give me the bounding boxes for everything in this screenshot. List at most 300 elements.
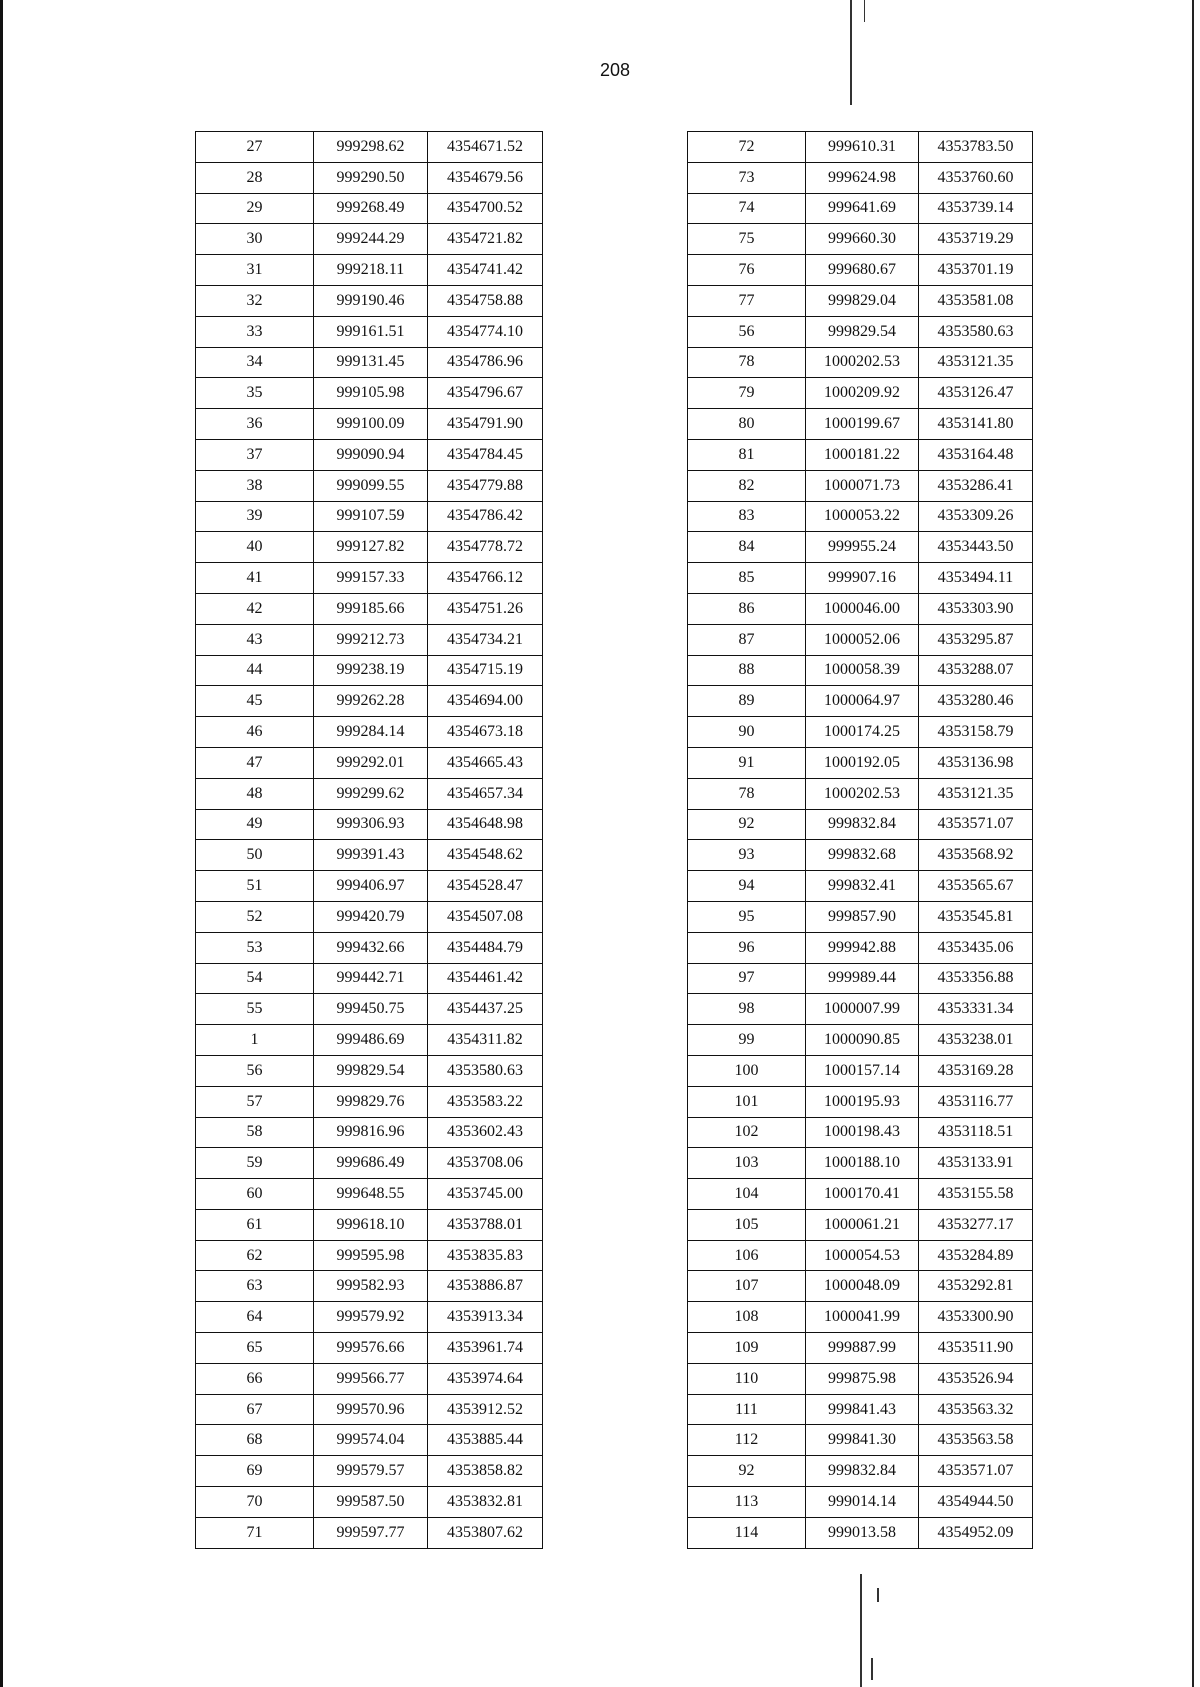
y-coordinate-cell: 4354694.00 — [428, 686, 543, 717]
x-coordinate-cell: 999576.66 — [314, 1333, 428, 1364]
y-coordinate-cell: 4353169.28 — [919, 1055, 1033, 1086]
y-coordinate-cell: 4353443.50 — [919, 532, 1033, 563]
x-coordinate-cell: 999190.46 — [314, 285, 428, 316]
x-coordinate-cell: 999832.84 — [806, 809, 919, 840]
y-coordinate-cell: 4353121.35 — [919, 778, 1033, 809]
point-number-cell: 85 — [688, 563, 806, 594]
y-coordinate-cell: 4353581.08 — [919, 285, 1033, 316]
y-coordinate-cell: 4353331.34 — [919, 994, 1033, 1025]
table-row — [688, 285, 1033, 316]
point-number-cell: 100 — [688, 1055, 806, 1086]
x-coordinate-cell: 999832.68 — [806, 840, 919, 871]
table-row — [688, 347, 1033, 378]
y-coordinate-cell: 4354734.21 — [428, 624, 543, 655]
point-number-cell: 40 — [196, 532, 314, 563]
coordinates-table-left-body — [196, 132, 543, 1549]
table-row — [688, 655, 1033, 686]
table-row — [196, 378, 543, 409]
point-number-cell: 30 — [196, 224, 314, 255]
table-row — [196, 1086, 543, 1117]
table-row — [688, 1117, 1033, 1148]
y-coordinate-cell: 4353701.19 — [919, 255, 1033, 286]
x-coordinate-cell: 999574.04 — [314, 1425, 428, 1456]
y-coordinate-cell: 4353571.07 — [919, 809, 1033, 840]
x-coordinate-cell: 999131.45 — [314, 347, 428, 378]
point-number-cell: 46 — [196, 717, 314, 748]
scan-mark-top-2 — [864, 0, 865, 22]
point-number-cell: 31 — [196, 255, 314, 286]
point-number-cell: 91 — [688, 747, 806, 778]
table-row — [688, 840, 1033, 871]
x-coordinate-cell: 999013.58 — [806, 1517, 919, 1548]
table-row — [688, 1179, 1033, 1210]
point-number-cell: 97 — [688, 963, 806, 994]
y-coordinate-cell: 4353545.81 — [919, 901, 1033, 932]
table-row — [196, 132, 543, 163]
table-row — [196, 778, 543, 809]
x-coordinate-cell: 999686.49 — [314, 1148, 428, 1179]
point-number-cell: 78 — [688, 778, 806, 809]
x-coordinate-cell: 999841.43 — [806, 1394, 919, 1425]
y-coordinate-cell: 4353807.62 — [428, 1517, 543, 1548]
x-coordinate-cell: 999832.84 — [806, 1456, 919, 1487]
y-coordinate-cell: 4353832.81 — [428, 1487, 543, 1518]
point-number-cell: 27 — [196, 132, 314, 163]
table-row — [196, 1209, 543, 1240]
point-number-cell: 57 — [196, 1086, 314, 1117]
table-row — [688, 501, 1033, 532]
point-number-cell: 107 — [688, 1271, 806, 1302]
x-coordinate-cell: 999875.98 — [806, 1363, 919, 1394]
point-number-cell: 38 — [196, 470, 314, 501]
table-row — [196, 316, 543, 347]
table-row — [688, 439, 1033, 470]
point-number-cell: 53 — [196, 932, 314, 963]
y-coordinate-cell: 4353580.63 — [428, 1055, 543, 1086]
x-coordinate-cell: 1000041.99 — [806, 1302, 919, 1333]
scan-right-edge — [1192, 0, 1194, 1687]
x-coordinate-cell: 1000048.09 — [806, 1271, 919, 1302]
table-row — [196, 224, 543, 255]
coordinates-table-left — [195, 131, 543, 1549]
x-coordinate-cell: 999829.04 — [806, 285, 919, 316]
point-number-cell: 56 — [688, 316, 806, 347]
x-coordinate-cell: 999648.55 — [314, 1179, 428, 1210]
x-coordinate-cell: 1000188.10 — [806, 1148, 919, 1179]
point-number-cell: 54 — [196, 963, 314, 994]
point-number-cell: 43 — [196, 624, 314, 655]
coordinates-table-right-body — [688, 132, 1033, 1549]
y-coordinate-cell: 4353280.46 — [919, 686, 1033, 717]
x-coordinate-cell: 1000195.93 — [806, 1086, 919, 1117]
table-row — [688, 470, 1033, 501]
y-coordinate-cell: 4353158.79 — [919, 717, 1033, 748]
table-row — [688, 593, 1033, 624]
x-coordinate-cell: 999127.82 — [314, 532, 428, 563]
point-number-cell: 52 — [196, 901, 314, 932]
point-number-cell: 70 — [196, 1487, 314, 1518]
x-coordinate-cell: 1000090.85 — [806, 1025, 919, 1056]
x-coordinate-cell: 999406.97 — [314, 871, 428, 902]
y-coordinate-cell: 4353292.81 — [919, 1271, 1033, 1302]
table-row — [688, 532, 1033, 563]
point-number-cell: 34 — [196, 347, 314, 378]
point-number-cell: 60 — [196, 1179, 314, 1210]
y-coordinate-cell: 4353783.50 — [919, 132, 1033, 163]
point-number-cell: 92 — [688, 1456, 806, 1487]
point-number-cell: 67 — [196, 1394, 314, 1425]
point-number-cell: 108 — [688, 1302, 806, 1333]
x-coordinate-cell: 999829.76 — [314, 1086, 428, 1117]
y-coordinate-cell: 4353309.26 — [919, 501, 1033, 532]
y-coordinate-cell: 4354437.25 — [428, 994, 543, 1025]
y-coordinate-cell: 4354679.56 — [428, 162, 543, 193]
table-row — [688, 624, 1033, 655]
table-row — [688, 1425, 1033, 1456]
y-coordinate-cell: 4354311.82 — [428, 1025, 543, 1056]
y-coordinate-cell: 4353526.94 — [919, 1363, 1033, 1394]
point-number-cell: 61 — [196, 1209, 314, 1240]
x-coordinate-cell: 999262.28 — [314, 686, 428, 717]
point-number-cell: 59 — [196, 1148, 314, 1179]
x-coordinate-cell: 1000061.21 — [806, 1209, 919, 1240]
x-coordinate-cell: 999680.67 — [806, 255, 919, 286]
table-row — [196, 871, 543, 902]
point-number-cell: 76 — [688, 255, 806, 286]
scan-mark-top — [850, 0, 852, 105]
table-row — [688, 901, 1033, 932]
table-row — [688, 747, 1033, 778]
y-coordinate-cell: 4353435.06 — [919, 932, 1033, 963]
x-coordinate-cell: 1000181.22 — [806, 439, 919, 470]
table-row — [688, 132, 1033, 163]
y-coordinate-cell: 4354484.79 — [428, 932, 543, 963]
x-coordinate-cell: 1000157.14 — [806, 1055, 919, 1086]
x-coordinate-cell: 999618.10 — [314, 1209, 428, 1240]
point-number-cell: 58 — [196, 1117, 314, 1148]
table-row — [688, 316, 1033, 347]
y-coordinate-cell: 4354791.90 — [428, 409, 543, 440]
y-coordinate-cell: 4354952.09 — [919, 1517, 1033, 1548]
x-coordinate-cell: 999105.98 — [314, 378, 428, 409]
point-number-cell: 32 — [196, 285, 314, 316]
y-coordinate-cell: 4354786.42 — [428, 501, 543, 532]
y-coordinate-cell: 4354548.62 — [428, 840, 543, 871]
point-number-cell: 92 — [688, 809, 806, 840]
table-row — [196, 1363, 543, 1394]
x-coordinate-cell: 999857.90 — [806, 901, 919, 932]
point-number-cell: 63 — [196, 1271, 314, 1302]
table-row — [196, 1271, 543, 1302]
y-coordinate-cell: 4353300.90 — [919, 1302, 1033, 1333]
x-coordinate-cell: 999610.31 — [806, 132, 919, 163]
y-coordinate-cell: 4353286.41 — [919, 470, 1033, 501]
y-coordinate-cell: 4354648.98 — [428, 809, 543, 840]
table-row — [196, 409, 543, 440]
x-coordinate-cell: 999185.66 — [314, 593, 428, 624]
point-number-cell: 84 — [688, 532, 806, 563]
point-number-cell: 28 — [196, 162, 314, 193]
x-coordinate-cell: 999579.92 — [314, 1302, 428, 1333]
y-coordinate-cell: 4353974.64 — [428, 1363, 543, 1394]
point-number-cell: 44 — [196, 655, 314, 686]
table-row — [196, 1117, 543, 1148]
point-number-cell: 111 — [688, 1394, 806, 1425]
scan-mark-bottom-2 — [877, 1588, 879, 1602]
x-coordinate-cell: 999816.96 — [314, 1117, 428, 1148]
y-coordinate-cell: 4354796.67 — [428, 378, 543, 409]
x-coordinate-cell: 999292.01 — [314, 747, 428, 778]
table-row — [196, 563, 543, 594]
table-row — [688, 224, 1033, 255]
x-coordinate-cell: 999832.41 — [806, 871, 919, 902]
point-number-cell: 93 — [688, 840, 806, 871]
y-coordinate-cell: 4353164.48 — [919, 439, 1033, 470]
x-coordinate-cell: 999829.54 — [314, 1055, 428, 1086]
table-row — [196, 809, 543, 840]
y-coordinate-cell: 4353141.80 — [919, 409, 1033, 440]
table-row — [688, 994, 1033, 1025]
table-row — [688, 1302, 1033, 1333]
x-coordinate-cell: 1000046.00 — [806, 593, 919, 624]
x-coordinate-cell: 999582.93 — [314, 1271, 428, 1302]
table-row — [688, 1487, 1033, 1518]
y-coordinate-cell: 4353886.87 — [428, 1271, 543, 1302]
point-number-cell: 79 — [688, 378, 806, 409]
page-number: 208 — [599, 60, 631, 80]
coordinates-table-right — [687, 131, 1033, 1549]
x-coordinate-cell: 999290.50 — [314, 162, 428, 193]
x-coordinate-cell: 1000064.97 — [806, 686, 919, 717]
y-coordinate-cell: 4353912.52 — [428, 1394, 543, 1425]
y-coordinate-cell: 4353303.90 — [919, 593, 1033, 624]
x-coordinate-cell: 999989.44 — [806, 963, 919, 994]
y-coordinate-cell: 4353745.00 — [428, 1179, 543, 1210]
y-coordinate-cell: 4354528.47 — [428, 871, 543, 902]
scan-mark-bottom — [860, 1574, 862, 1687]
y-coordinate-cell: 4353121.35 — [919, 347, 1033, 378]
point-number-cell: 75 — [688, 224, 806, 255]
table-row — [196, 686, 543, 717]
x-coordinate-cell: 1000202.53 — [806, 778, 919, 809]
x-coordinate-cell: 1000052.06 — [806, 624, 919, 655]
x-coordinate-cell: 1000192.05 — [806, 747, 919, 778]
point-number-cell: 33 — [196, 316, 314, 347]
y-coordinate-cell: 4353760.60 — [919, 162, 1033, 193]
table-row — [688, 1209, 1033, 1240]
table-row — [688, 255, 1033, 286]
x-coordinate-cell: 999942.88 — [806, 932, 919, 963]
x-coordinate-cell: 999955.24 — [806, 532, 919, 563]
table-row — [196, 1025, 543, 1056]
point-number-cell: 37 — [196, 439, 314, 470]
point-number-cell: 80 — [688, 409, 806, 440]
table-row — [196, 717, 543, 748]
table-row — [688, 1517, 1033, 1548]
y-coordinate-cell: 4353580.63 — [919, 316, 1033, 347]
table-row — [688, 1333, 1033, 1364]
point-number-cell: 110 — [688, 1363, 806, 1394]
table-row — [196, 1302, 543, 1333]
y-coordinate-cell: 4353238.01 — [919, 1025, 1033, 1056]
table-row — [196, 624, 543, 655]
point-number-cell: 42 — [196, 593, 314, 624]
table-row — [196, 255, 543, 286]
point-number-cell: 87 — [688, 624, 806, 655]
x-coordinate-cell: 1000170.41 — [806, 1179, 919, 1210]
x-coordinate-cell: 999587.50 — [314, 1487, 428, 1518]
x-coordinate-cell: 999907.16 — [806, 563, 919, 594]
table-row — [688, 563, 1033, 594]
table-row — [688, 1271, 1033, 1302]
y-coordinate-cell: 4353136.98 — [919, 747, 1033, 778]
y-coordinate-cell: 4353708.06 — [428, 1148, 543, 1179]
y-coordinate-cell: 4353118.51 — [919, 1117, 1033, 1148]
table-row — [196, 347, 543, 378]
table-row — [196, 1394, 543, 1425]
x-coordinate-cell: 999218.11 — [314, 255, 428, 286]
y-coordinate-cell: 4354766.12 — [428, 563, 543, 594]
point-number-cell: 39 — [196, 501, 314, 532]
point-number-cell: 1 — [196, 1025, 314, 1056]
table-row — [196, 162, 543, 193]
table-row — [688, 1240, 1033, 1271]
point-number-cell: 74 — [688, 193, 806, 224]
point-number-cell: 95 — [688, 901, 806, 932]
point-number-cell: 106 — [688, 1240, 806, 1271]
y-coordinate-cell: 4354721.82 — [428, 224, 543, 255]
y-coordinate-cell: 4354665.43 — [428, 747, 543, 778]
x-coordinate-cell: 1000007.99 — [806, 994, 919, 1025]
point-number-cell: 98 — [688, 994, 806, 1025]
point-number-cell: 96 — [688, 932, 806, 963]
point-number-cell: 86 — [688, 593, 806, 624]
point-number-cell: 71 — [196, 1517, 314, 1548]
point-number-cell: 109 — [688, 1333, 806, 1364]
scan-left-edge — [0, 0, 3, 1687]
x-coordinate-cell: 999570.96 — [314, 1394, 428, 1425]
x-coordinate-cell: 1000174.25 — [806, 717, 919, 748]
point-number-cell: 66 — [196, 1363, 314, 1394]
x-coordinate-cell: 999579.57 — [314, 1456, 428, 1487]
x-coordinate-cell: 1000058.39 — [806, 655, 919, 686]
point-number-cell: 55 — [196, 994, 314, 1025]
table-row — [196, 285, 543, 316]
y-coordinate-cell: 4354461.42 — [428, 963, 543, 994]
x-coordinate-cell: 1000198.43 — [806, 1117, 919, 1148]
x-coordinate-cell: 999660.30 — [806, 224, 919, 255]
y-coordinate-cell: 4354786.96 — [428, 347, 543, 378]
table-row — [196, 193, 543, 224]
y-coordinate-cell: 4353835.83 — [428, 1240, 543, 1271]
x-coordinate-cell: 999014.14 — [806, 1487, 919, 1518]
y-coordinate-cell: 4353126.47 — [919, 378, 1033, 409]
table-row — [196, 1179, 543, 1210]
table-row — [688, 162, 1033, 193]
point-number-cell: 78 — [688, 347, 806, 378]
y-coordinate-cell: 4353563.58 — [919, 1425, 1033, 1456]
table-row — [196, 1148, 543, 1179]
table-row — [688, 1148, 1033, 1179]
table-row — [688, 809, 1033, 840]
x-coordinate-cell: 999486.69 — [314, 1025, 428, 1056]
point-number-cell: 83 — [688, 501, 806, 532]
y-coordinate-cell: 4353563.32 — [919, 1394, 1033, 1425]
x-coordinate-cell: 1000202.53 — [806, 347, 919, 378]
y-coordinate-cell: 4353133.91 — [919, 1148, 1033, 1179]
table-row — [196, 1333, 543, 1364]
y-coordinate-cell: 4353277.17 — [919, 1209, 1033, 1240]
x-coordinate-cell: 999161.51 — [314, 316, 428, 347]
point-number-cell: 112 — [688, 1425, 806, 1456]
y-coordinate-cell: 4354507.08 — [428, 901, 543, 932]
table-row — [196, 994, 543, 1025]
y-coordinate-cell: 4354774.10 — [428, 316, 543, 347]
x-coordinate-cell: 999597.77 — [314, 1517, 428, 1548]
y-coordinate-cell: 4354944.50 — [919, 1487, 1033, 1518]
table-row — [688, 1456, 1033, 1487]
x-coordinate-cell: 999107.59 — [314, 501, 428, 532]
point-number-cell: 94 — [688, 871, 806, 902]
table-row — [196, 1456, 543, 1487]
point-number-cell: 72 — [688, 132, 806, 163]
point-number-cell: 104 — [688, 1179, 806, 1210]
y-coordinate-cell: 4354784.45 — [428, 439, 543, 470]
table-row — [688, 778, 1033, 809]
point-number-cell: 89 — [688, 686, 806, 717]
table-row — [688, 717, 1033, 748]
y-coordinate-cell: 4353494.11 — [919, 563, 1033, 594]
x-coordinate-cell: 999284.14 — [314, 717, 428, 748]
y-coordinate-cell: 4354751.26 — [428, 593, 543, 624]
x-coordinate-cell: 999212.73 — [314, 624, 428, 655]
y-coordinate-cell: 4353284.89 — [919, 1240, 1033, 1271]
y-coordinate-cell: 4354741.42 — [428, 255, 543, 286]
x-coordinate-cell: 999442.71 — [314, 963, 428, 994]
table-row — [196, 747, 543, 778]
point-number-cell: 56 — [196, 1055, 314, 1086]
x-coordinate-cell: 999090.94 — [314, 439, 428, 470]
table-row — [688, 686, 1033, 717]
table-row — [196, 901, 543, 932]
point-number-cell: 35 — [196, 378, 314, 409]
x-coordinate-cell: 999624.98 — [806, 162, 919, 193]
point-number-cell: 50 — [196, 840, 314, 871]
point-number-cell: 103 — [688, 1148, 806, 1179]
point-number-cell: 88 — [688, 655, 806, 686]
table-row — [688, 1363, 1033, 1394]
point-number-cell: 47 — [196, 747, 314, 778]
point-number-cell: 99 — [688, 1025, 806, 1056]
y-coordinate-cell: 4353356.88 — [919, 963, 1033, 994]
x-coordinate-cell: 999299.62 — [314, 778, 428, 809]
x-coordinate-cell: 999841.30 — [806, 1425, 919, 1456]
y-coordinate-cell: 4354778.72 — [428, 532, 543, 563]
x-coordinate-cell: 999829.54 — [806, 316, 919, 347]
y-coordinate-cell: 4353583.22 — [428, 1086, 543, 1117]
table-row — [196, 932, 543, 963]
point-number-cell: 36 — [196, 409, 314, 440]
y-coordinate-cell: 4353858.82 — [428, 1456, 543, 1487]
y-coordinate-cell: 4354671.52 — [428, 132, 543, 163]
table-row — [196, 963, 543, 994]
x-coordinate-cell: 999268.49 — [314, 193, 428, 224]
y-coordinate-cell: 4353511.90 — [919, 1333, 1033, 1364]
y-coordinate-cell: 4353565.67 — [919, 871, 1033, 902]
point-number-cell: 68 — [196, 1425, 314, 1456]
x-coordinate-cell: 1000054.53 — [806, 1240, 919, 1271]
table-row — [196, 1240, 543, 1271]
